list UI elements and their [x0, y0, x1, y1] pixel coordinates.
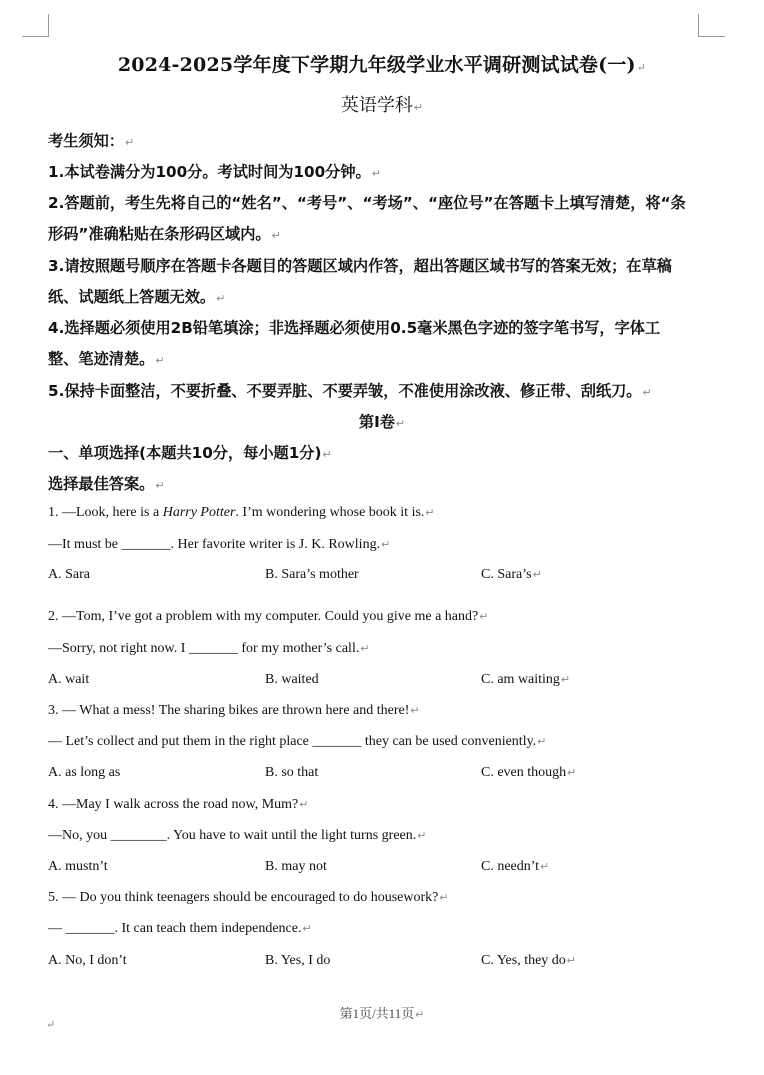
- notice-line: 整、笔迹清楚。↵: [48, 350, 165, 368]
- notice-line: 纸、试题纸上答题无效。↵: [48, 288, 226, 306]
- question-4-option-c: C. needn’t↵: [481, 859, 550, 874]
- question-4-option-a: A. mustn’t: [48, 859, 108, 874]
- question-4-prompt: 4. —May I walk across the road now, Mum?↵: [48, 797, 309, 812]
- question-2-response: —Sorry, not right now. I _______ for my mother’s call.↵: [48, 641, 370, 656]
- question-5-option-a: A. No, I don’t: [48, 953, 127, 968]
- volume-title: 第Ⅰ卷↵: [358, 413, 406, 431]
- notice-line: 5.保持卡面整洁，不要折叠、不要弄脏、不要弄皱，不准使用涂改液、修正带、刮纸刀。↵: [48, 382, 652, 400]
- question-5-response: — _______. It can teach them independence.↵: [48, 921, 312, 936]
- question-1-response: —It must be _______. Her favorite writer is J. K. Rowling.↵: [48, 537, 391, 552]
- question-1-option-b: B. Sara’s mother: [265, 567, 359, 582]
- notice-line: 2.答题前，考生先将自己的“姓名”、“考号”、“考场”、“座位号”在答题卡上填写清楚，将“条: [48, 194, 686, 212]
- question-3-prompt: 3. — What a mess! The sharing bikes are thrown here and there!↵: [48, 703, 420, 718]
- notice-heading: 考生须知：↵: [48, 132, 135, 150]
- question-3-response: — Let’s collect and put them in the right place _______ they can be used conveniently.↵: [48, 734, 547, 749]
- section-title: 一、单项选择(本题共10分，每小题1分)↵: [48, 444, 332, 462]
- notice-line: 1.本试卷满分为100分。考试时间为100分钟。↵: [48, 163, 381, 181]
- question-4-option-b: B. may not: [265, 859, 327, 874]
- question-4-response: —No, you ________. You have to wait until the light turns green.↵: [48, 828, 427, 843]
- subject-title: 英语学科↵: [340, 95, 424, 116]
- question-5-option-b: B. Yes, I do: [265, 953, 331, 968]
- notice-line: 形码”准确粘贴在条形码区域内。↵: [48, 225, 281, 243]
- section-instruction: 选择最佳答案。↵: [48, 475, 165, 493]
- question-5-option-c: C. Yes, they do↵: [481, 953, 577, 968]
- question-2-option-b: B. waited: [265, 672, 319, 687]
- question-2-option-a: A. wait: [48, 672, 90, 687]
- question-1-prompt: 1. —Look, here is a Harry Potter. I’m wondering whose book it is.↵: [48, 505, 435, 520]
- question-3-option-a: A. as long as: [48, 765, 121, 780]
- question-1-option-a: A. Sara: [48, 567, 90, 582]
- notice-line: 4.选择题必须使用2B铅笔填涂；非选择题必须使用0.5毫米黑色字迹的签字笔书写，字体工: [48, 319, 661, 337]
- question-3-option-b: B. so that: [265, 765, 319, 780]
- page-footer: 第1页/共11页↵: [339, 1006, 425, 1021]
- question-5-prompt: 5. — Do you think teenagers should be encouraged to do housework?↵: [48, 890, 449, 905]
- notice-line: 3.请按照题号顺序在答题卡各题目的答题区域内作答，超出答题区域书写的答案无效；在草稿: [48, 257, 672, 275]
- question-2-option-c: C. am waiting↵: [481, 672, 571, 687]
- corner-mark-top-left: [22, 14, 49, 37]
- question-1-option-c: C. Sara’s↵: [481, 567, 542, 582]
- paragraph-mark: ↵: [46, 1018, 56, 1031]
- question-2-prompt: 2. —Tom, I’ve got a problem with my computer. Could you give me a hand?↵: [48, 609, 489, 624]
- question-3-option-c: C. even though↵: [481, 765, 577, 780]
- exam-title: 2024-2025学年度下学期九年级学业水平调研测试试卷(一)↵: [117, 54, 647, 76]
- corner-mark-top-right: [698, 14, 725, 37]
